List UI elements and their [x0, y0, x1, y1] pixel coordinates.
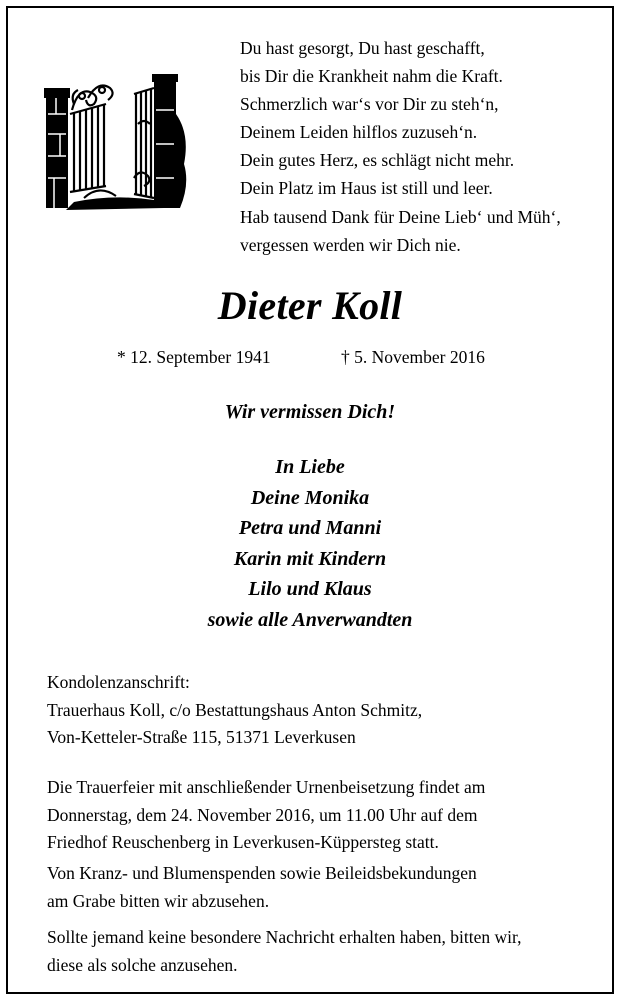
poem: [240, 34, 561, 259]
condolence-address: [47, 669, 422, 752]
deceased-name: Dieter Koll: [217, 283, 403, 328]
mourner-line: Lilo und Klaus: [248, 578, 372, 600]
notice-line: Sollte jemand keine besondere Nachricht erhalten haben, bitten wir,: [47, 927, 522, 947]
ceremony-line: Donnerstag, dem 24. November 2016, um 11.00 Uhr auf dem: [47, 804, 478, 825]
ceremony-line: Friedhof Reuschenberg in Leverkusen-Küppersteg statt.: [47, 832, 439, 852]
mourner-line: In Liebe: [275, 456, 345, 478]
mourner-line: Petra und Manni: [238, 517, 382, 539]
mourner-line: sowie alle Anverwandten: [207, 608, 413, 631]
flowers-line: am Grabe bitten wir abzusehen.: [47, 890, 270, 911]
poem-line: Du hast gesorgt, Du hast geschafft,: [240, 38, 485, 58]
mourner-line: Deine Monika: [250, 486, 370, 509]
poem-line: bis Dir die Krankheit nahm die Kraft.: [240, 66, 503, 87]
condolence-line: Von-Ketteler-Straße 115, 51371 Leverkusen: [47, 727, 356, 747]
poem-line: Dein gutes Herz, es schlägt nicht mehr.: [240, 150, 515, 171]
poem-line: Hab tausend Dank für Deine Lieb‘ und Müh‘,: [240, 206, 561, 227]
notice-note: [47, 924, 522, 979]
notice-line: diese als solche anzusehen.: [47, 954, 238, 975]
ceremony-info: [47, 774, 485, 857]
ceremony-line: Die Trauerfeier mit anschließender Urnenbeisetzung findet am: [47, 777, 486, 797]
condolence-line: Kondolenzanschrift:: [47, 672, 190, 692]
open-gate-icon: [44, 74, 190, 212]
flowers-note: [47, 860, 477, 915]
motto: Wir vermissen Dich!: [224, 401, 396, 423]
flowers-line: Von Kranz- und Blumenspenden sowie Beileidsbekundungen: [47, 863, 477, 883]
condolence-line: Trauerhaus Koll, c/o Bestattungshaus Anton Schmitz,: [47, 699, 423, 720]
death-date: † 5. November 2016: [341, 347, 485, 367]
poem-line: vergessen werden wir Dich nie.: [240, 234, 461, 255]
poem-line: Schmerzlich war‘s vor Dir zu steh‘n,: [240, 94, 499, 115]
poem-line: Deinem Leiden hilflos zuzuseh‘n.: [240, 122, 478, 143]
poem-line: Dein Platz im Haus ist still und leer.: [240, 178, 493, 199]
birth-date: * 12. September 1941: [117, 347, 271, 367]
mourners-list: [0, 452, 620, 635]
mourner-line: Karin mit Kindern: [233, 547, 387, 570]
